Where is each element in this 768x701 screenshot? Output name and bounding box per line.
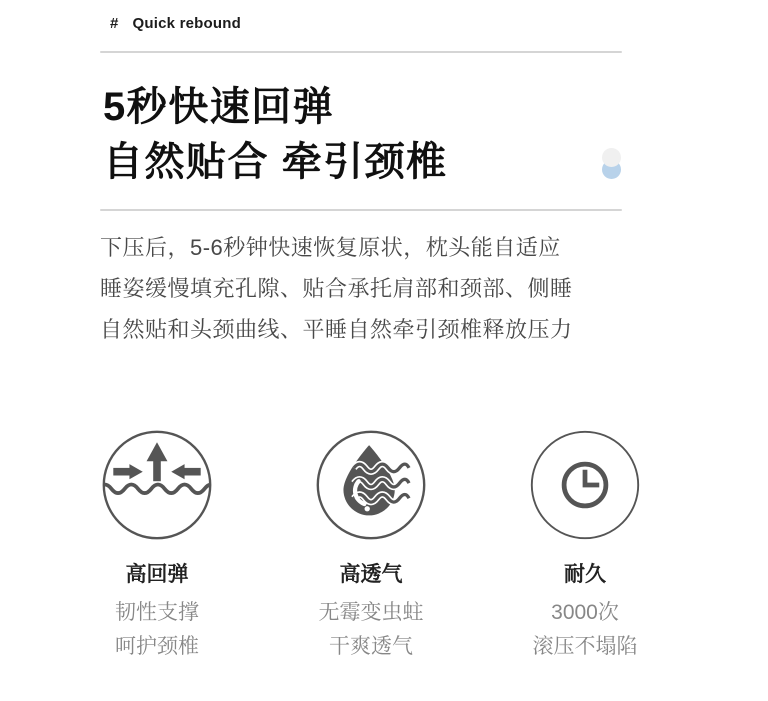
feature-subline: 干爽透气 bbox=[329, 635, 413, 658]
feature-subtext bbox=[319, 596, 424, 664]
section-header bbox=[110, 15, 241, 32]
circle-decoration bbox=[602, 148, 622, 180]
feature-list bbox=[82, 428, 660, 664]
feature-subline: 韧性支撑 bbox=[115, 601, 199, 624]
rebound-wave-arrows-icon bbox=[100, 428, 214, 542]
feature-breathable bbox=[296, 428, 446, 664]
description-line2: 睡姿缓慢填充孔隙、贴合承托肩部和颈部、侧睡 bbox=[100, 276, 573, 301]
water-drop-breathe-icon bbox=[314, 428, 428, 542]
feature-title: 高回弹 bbox=[125, 563, 189, 586]
gray-circle-decoration bbox=[602, 148, 621, 167]
divider-middle bbox=[100, 209, 622, 211]
feature-subtext bbox=[533, 596, 638, 664]
feature-title: 高透气 bbox=[339, 563, 403, 586]
description-line3: 自然贴和头颈曲线、平睡自然牵引颈椎释放压力 bbox=[100, 317, 573, 342]
section-header-title: Quick rebound bbox=[132, 15, 241, 32]
description-line1: 下压后，5-6秒钟快速恢复原状，枕头能自适应 bbox=[100, 235, 561, 260]
feature-rebound bbox=[82, 428, 232, 664]
feature-subline: 3000次 bbox=[551, 601, 619, 624]
feature-subline: 呵护颈椎 bbox=[115, 635, 199, 658]
feature-durable bbox=[510, 428, 660, 664]
hero-title-line1: 5秒快速回弹 bbox=[103, 85, 335, 129]
hash-mark: # bbox=[110, 15, 119, 32]
hero-title bbox=[103, 80, 448, 190]
clock-icon bbox=[528, 428, 642, 542]
feature-subtext bbox=[115, 596, 199, 664]
feature-title: 耐久 bbox=[564, 563, 606, 586]
description-paragraph bbox=[100, 227, 573, 350]
hero-title-line2: 自然贴合 牵引颈椎 bbox=[103, 140, 448, 184]
divider-top bbox=[100, 51, 622, 53]
feature-subline: 无霉变虫蛀 bbox=[318, 601, 424, 624]
feature-subline: 滚压不塌陷 bbox=[532, 635, 638, 658]
